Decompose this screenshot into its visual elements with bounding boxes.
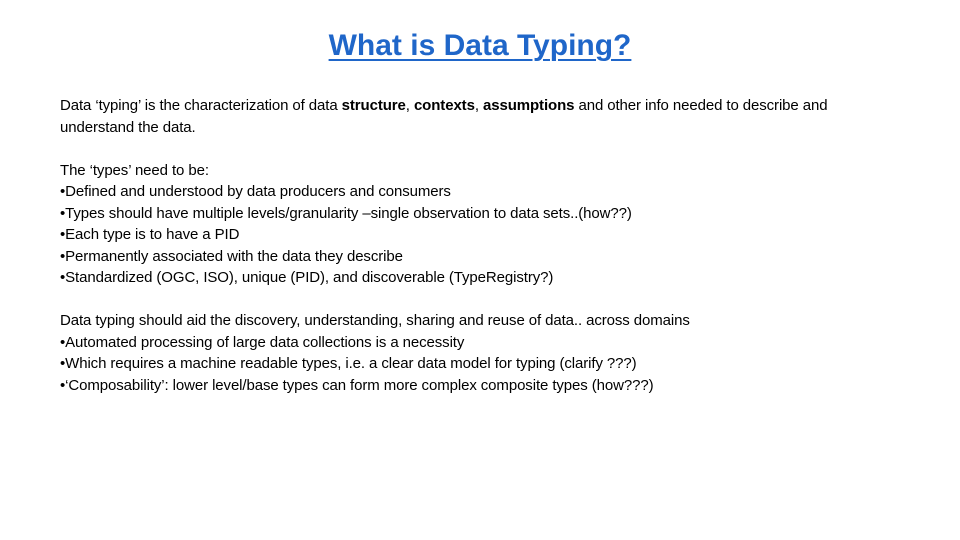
intro-text-4: and other info needed to describe and understand the data. — [60, 97, 828, 136]
types-bullet: •Each type is to have a PID — [60, 226, 240, 243]
spacer — [60, 289, 860, 311]
types-bullet: •Defined and understood by data producers and consumers — [60, 183, 451, 200]
intro-text-3: , — [474, 97, 483, 114]
types-bullet: •Permanently associated with the data they describe — [60, 247, 403, 265]
slide-title-text: What is Data Typing? — [328, 29, 632, 62]
intro-text-1: Data ‘typing’ is the characterization of data — [60, 97, 342, 114]
aid-bullet: •Which requires a machine readable types, i.e. a clear data model for typing (clarify ???) — [60, 355, 637, 372]
slide-title — [0, 26, 960, 66]
intro-bold-contexts: contexts — [413, 97, 475, 114]
types-bullet: •Types should have multiple levels/granularity –single observation to data sets..(how??) — [60, 204, 632, 222]
aid-heading: Data typing should aid the discovery, understanding, sharing and reuse of data.. across domains — [60, 312, 690, 329]
intro-bold-structure: structure — [341, 97, 406, 114]
slide-body — [60, 95, 860, 396]
aid-bullet: •‘Composability’: lower level/base types can form more complex composite types (how???) — [60, 376, 654, 394]
intro-paragraph — [60, 95, 860, 138]
types-bullet: •Standardized (OGC, ISO), unique (PID), and discoverable (TypeRegistry?) — [60, 269, 554, 286]
intro-bold-assumptions: assumptions — [482, 97, 575, 114]
aid-bullet: •Automated processing of large data collections is a necessity — [60, 333, 465, 351]
types-heading: The ‘types’ need to be: — [60, 161, 209, 179]
spacer — [60, 138, 860, 160]
intro-text-2: , — [405, 97, 414, 114]
